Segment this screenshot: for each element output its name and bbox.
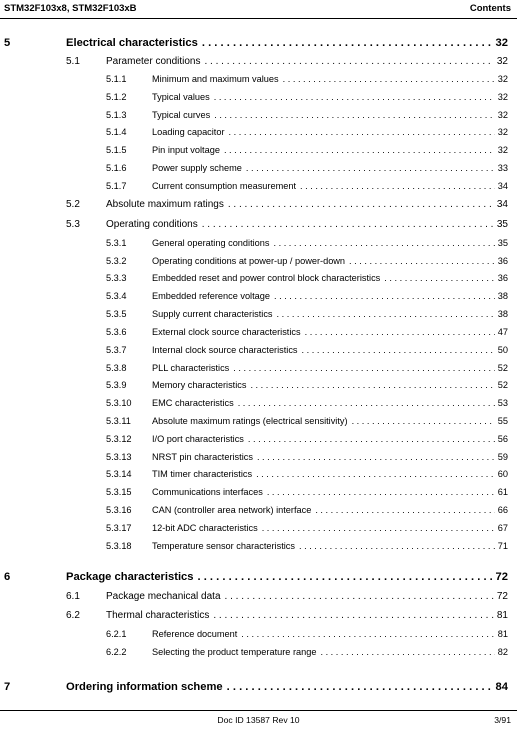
- toc-leader-dots: [198, 569, 493, 585]
- toc-number: 5.3.1: [106, 238, 127, 248]
- toc-leader-dots: [250, 378, 494, 392]
- toc-number: 5.3.15: [106, 487, 132, 497]
- toc-entry-body: [106, 218, 508, 232]
- toc-number: 5.2: [66, 199, 80, 210]
- toc-title: CAN (controller area network) interface: [152, 505, 312, 515]
- toc-subsection[interactable]: [0, 108, 517, 122]
- toc-subsection[interactable]: [0, 236, 517, 250]
- toc-page-number: 33: [497, 163, 508, 173]
- toc-number: 5.3.7: [106, 345, 127, 355]
- toc-number: 6: [4, 571, 11, 583]
- toc-leader-dots: [228, 198, 494, 212]
- toc-leader-dots: [225, 590, 494, 604]
- toc-page-number: 36: [497, 273, 508, 283]
- toc-leader-dots: [352, 414, 495, 428]
- toc-leader-dots: [238, 396, 495, 410]
- toc-number: 6.2: [66, 610, 80, 621]
- toc-entry-body: [152, 271, 508, 285]
- toc-leader-dots: [283, 72, 495, 86]
- toc-subsection[interactable]: [0, 72, 517, 86]
- toc-page-number: 32: [495, 37, 508, 49]
- toc-number: 6.2.2: [106, 647, 127, 657]
- toc-page-number: 53: [497, 398, 508, 408]
- toc-entry-body: [106, 198, 508, 212]
- toc-entry-body: [152, 325, 508, 339]
- toc-leader-dots: [227, 679, 493, 695]
- toc-leader-dots: [213, 609, 494, 623]
- page-number: 3/91: [494, 715, 511, 725]
- toc-chapter[interactable]: [0, 569, 517, 585]
- toc-page-number: 52: [497, 380, 508, 390]
- toc-subsection[interactable]: [0, 485, 517, 499]
- toc-title: Current consumption measurement: [152, 181, 297, 191]
- toc-title: General operating conditions: [152, 238, 270, 248]
- toc-number: 5.3.17: [106, 523, 132, 533]
- toc-entry-body: [152, 396, 508, 410]
- toc-leader-dots: [214, 108, 495, 122]
- toc-entry-body: [152, 125, 508, 139]
- toc-number: 5: [4, 37, 11, 49]
- toc-page-number: 35: [497, 238, 508, 248]
- toc-number: 5.3.13: [106, 452, 132, 462]
- toc-page-number: 38: [497, 309, 508, 319]
- toc-number: 5.3.5: [106, 309, 127, 319]
- toc-entry-body: [152, 539, 508, 553]
- toc-page-number: 61: [497, 487, 508, 497]
- toc-subsection[interactable]: [0, 414, 517, 428]
- toc-number: 5.3.2: [106, 256, 127, 266]
- toc-page-number: 34: [497, 181, 508, 191]
- toc-leader-dots: [257, 450, 495, 464]
- toc-page-number: 52: [497, 363, 508, 373]
- toc-entry-body: [152, 161, 508, 175]
- toc-entry-body: [152, 627, 508, 641]
- toc-entry-body: [152, 485, 508, 499]
- toc-subsection[interactable]: [0, 627, 517, 641]
- toc-title: 12-bit ADC characteristics: [152, 523, 258, 533]
- toc-entry-body: [152, 414, 508, 428]
- toc-page-number: 34: [496, 199, 508, 210]
- toc-number: 5.1.2: [106, 92, 127, 102]
- toc-page-number: 55: [497, 416, 508, 426]
- toc-leader-dots: [305, 325, 495, 339]
- toc-number: 5.3.8: [106, 363, 127, 373]
- toc-entry-body: [152, 236, 508, 250]
- toc-section[interactable]: [0, 218, 517, 232]
- toc-page-number: 84: [495, 681, 508, 693]
- toc-page-number: 66: [497, 505, 508, 515]
- toc-title: Minimum and maximum values: [152, 74, 279, 84]
- toc-subsection[interactable]: [0, 289, 517, 303]
- toc-page-number: 35: [496, 219, 508, 230]
- toc-leader-dots: [202, 35, 493, 51]
- toc-page-number: 32: [496, 56, 508, 67]
- toc-leader-dots: [233, 361, 494, 375]
- toc-title: Absolute maximum ratings: [106, 199, 224, 210]
- toc-title: Ordering information scheme: [66, 681, 223, 693]
- toc-leader-dots: [384, 271, 494, 285]
- toc-entry-body: [152, 645, 508, 659]
- toc-title: Reference document: [152, 629, 238, 639]
- toc-leader-dots: [302, 343, 495, 357]
- section-name: Contents: [469, 3, 511, 14]
- toc-number: 5.3.16: [106, 505, 132, 515]
- toc-leader-dots: [299, 539, 495, 553]
- toc-entry-body: [152, 72, 508, 86]
- toc-section[interactable]: [0, 198, 517, 212]
- toc-leader-dots: [300, 179, 495, 193]
- toc-leader-dots: [241, 627, 494, 641]
- toc-leader-dots: [205, 55, 494, 69]
- toc-entry-body: [152, 143, 508, 157]
- toc-subsection[interactable]: [0, 378, 517, 392]
- toc-subsection[interactable]: [0, 307, 517, 321]
- toc-number: 6.2.1: [106, 629, 127, 639]
- toc-title: Supply current characteristics: [152, 309, 273, 319]
- toc-number: 5.1.7: [106, 181, 127, 191]
- toc-entry-body: [152, 179, 508, 193]
- toc-leader-dots: [274, 289, 495, 303]
- toc-leader-dots: [273, 236, 494, 250]
- toc-number: 5.3.18: [106, 541, 132, 551]
- toc-page-number: 59: [497, 452, 508, 462]
- toc-leader-dots: [229, 125, 495, 139]
- toc-subsection[interactable]: [0, 143, 517, 157]
- toc-title: External clock source characteristics: [152, 327, 301, 337]
- toc-page-number: 32: [497, 74, 508, 84]
- toc-entry-body: [106, 590, 508, 604]
- toc-page-number: 47: [497, 327, 508, 337]
- toc-section[interactable]: [0, 609, 517, 623]
- toc-title: Electrical characteristics: [66, 37, 198, 49]
- toc-number: 5.1.6: [106, 163, 127, 173]
- toc-number: 5.3.14: [106, 469, 132, 479]
- toc-subsection[interactable]: [0, 432, 517, 446]
- toc-section[interactable]: [0, 590, 517, 604]
- toc-entry-body: [152, 90, 508, 104]
- toc-number: 5.3.9: [106, 380, 127, 390]
- toc-entry-body: [152, 289, 508, 303]
- toc-entry-body: [106, 609, 508, 623]
- toc-subsection[interactable]: [0, 396, 517, 410]
- toc-subsection[interactable]: [0, 450, 517, 464]
- toc-number: 5.1: [66, 56, 80, 67]
- toc-entry-body: [152, 521, 508, 535]
- toc-title: Selecting the product temperature range: [152, 647, 317, 657]
- toc-entry-body: [152, 503, 508, 517]
- toc-entry-body: [66, 35, 508, 51]
- toc-subsection[interactable]: [0, 503, 517, 517]
- toc-page-number: 81: [497, 629, 508, 639]
- toc-number: 5.3.11: [106, 416, 131, 426]
- toc-title: NRST pin characteristics: [152, 452, 253, 462]
- toc-leader-dots: [277, 307, 495, 321]
- toc-leader-dots: [248, 432, 495, 446]
- toc-entry-body: [152, 307, 508, 321]
- toc-entry-body: [152, 108, 508, 122]
- doc-id: Doc ID 13587 Rev 10: [217, 715, 300, 725]
- toc-number: 7: [4, 681, 11, 693]
- toc-leader-dots: [315, 503, 494, 517]
- toc-page-number: 32: [497, 145, 508, 155]
- toc-title: EMC characteristics: [152, 398, 234, 408]
- toc-subsection[interactable]: [0, 645, 517, 659]
- toc-subsection[interactable]: [0, 90, 517, 104]
- toc-number: 5.1.3: [106, 110, 127, 120]
- toc-subsection[interactable]: [0, 271, 517, 285]
- toc-entry-body: [152, 378, 508, 392]
- toc-subsection[interactable]: [0, 467, 517, 481]
- toc-page-number: 50: [497, 345, 508, 355]
- toc-page-number: 71: [497, 541, 508, 551]
- toc-title: Temperature sensor characteristics: [152, 541, 295, 551]
- toc-title: Operating conditions at power-up / power-down: [152, 256, 346, 266]
- toc-page-number: 72: [496, 591, 508, 602]
- toc-number: 6.1: [66, 591, 80, 602]
- toc-leader-dots: [267, 485, 495, 499]
- toc-entry-body: [66, 679, 508, 695]
- toc-subsection[interactable]: [0, 343, 517, 357]
- toc-title: Internal clock source characteristics: [152, 345, 298, 355]
- toc-title: Communications interfaces: [152, 487, 263, 497]
- toc-title: Package characteristics: [66, 571, 194, 583]
- toc-leader-dots: [246, 161, 495, 175]
- toc-title: Memory characteristics: [152, 380, 247, 390]
- toc-subsection[interactable]: [0, 254, 517, 268]
- toc-entry-body: [152, 432, 508, 446]
- toc-number: 5.1.1: [106, 74, 127, 84]
- toc-number: 5.1.5: [106, 145, 127, 155]
- toc-section[interactable]: [0, 55, 517, 69]
- toc-entry-body: [152, 343, 508, 357]
- toc-entry-body: [152, 467, 508, 481]
- toc-title: Pin input voltage: [152, 145, 220, 155]
- toc-page-number: 56: [497, 434, 508, 444]
- toc-number: 5.3: [66, 219, 80, 230]
- toc-page-number: 82: [497, 647, 508, 657]
- toc-page-number: 36: [497, 256, 508, 266]
- toc-leader-dots: [256, 467, 495, 481]
- toc-entry-body: [106, 55, 508, 69]
- toc-page-number: 72: [495, 571, 508, 583]
- toc-title: Thermal characteristics: [106, 610, 210, 621]
- toc-subsection[interactable]: [0, 161, 517, 175]
- toc-leader-dots: [202, 218, 494, 232]
- toc-number: 5.3.4: [106, 291, 127, 301]
- toc-subsection[interactable]: [0, 539, 517, 553]
- toc-title: Typical values: [152, 92, 210, 102]
- toc-leader-dots: [214, 90, 495, 104]
- toc-number: 5.3.3: [106, 273, 127, 283]
- toc-title: Embedded reset and power control block characteristics: [152, 273, 381, 283]
- toc-entry-body: [152, 450, 508, 464]
- toc-title: TIM timer characteristics: [152, 469, 253, 479]
- toc-page-number: 32: [497, 127, 508, 137]
- toc-number: 5.3.10: [106, 398, 132, 408]
- toc-title: PLL characteristics: [152, 363, 230, 373]
- toc-entry-body: [152, 361, 508, 375]
- toc-title: Embedded reference voltage: [152, 291, 270, 301]
- toc-leader-dots: [349, 254, 495, 268]
- document-title: STM32F103x8, STM32F103xB: [4, 3, 137, 14]
- page-footer: [0, 710, 517, 729]
- toc-subsection[interactable]: [0, 125, 517, 139]
- toc-subsection[interactable]: [0, 325, 517, 339]
- toc-entry-body: [66, 569, 508, 585]
- toc-title: Loading capacitor: [152, 127, 225, 137]
- toc-number: 5.1.4: [106, 127, 127, 137]
- page-header: [0, 0, 517, 19]
- toc-subsection[interactable]: [0, 361, 517, 375]
- toc-leader-dots: [262, 521, 495, 535]
- toc-title: Absolute maximum ratings (electrical sensitivity): [152, 416, 348, 426]
- toc-page-number: 32: [497, 110, 508, 120]
- toc-page-number: 38: [497, 291, 508, 301]
- toc-subsection[interactable]: [0, 521, 517, 535]
- toc-leader-dots: [320, 645, 494, 659]
- toc-title: Power supply scheme: [152, 163, 242, 173]
- toc-leader-dots: [224, 143, 495, 157]
- toc-page-number: 60: [497, 469, 508, 479]
- toc-page-number: 32: [497, 92, 508, 102]
- toc-title: Typical curves: [152, 110, 211, 120]
- toc-chapter[interactable]: [0, 679, 517, 695]
- toc-title: Parameter conditions: [106, 56, 201, 67]
- toc-page-number: 81: [496, 610, 508, 621]
- toc-entry-body: [152, 254, 508, 268]
- toc-chapter[interactable]: [0, 35, 517, 51]
- toc-title: Package mechanical data: [106, 591, 221, 602]
- toc-page-number: 67: [497, 523, 508, 533]
- toc-title: I/O port characteristics: [152, 434, 244, 444]
- toc-title: Operating conditions: [106, 219, 198, 230]
- toc-number: 5.3.6: [106, 327, 127, 337]
- toc-subsection[interactable]: [0, 179, 517, 193]
- toc-number: 5.3.12: [106, 434, 132, 444]
